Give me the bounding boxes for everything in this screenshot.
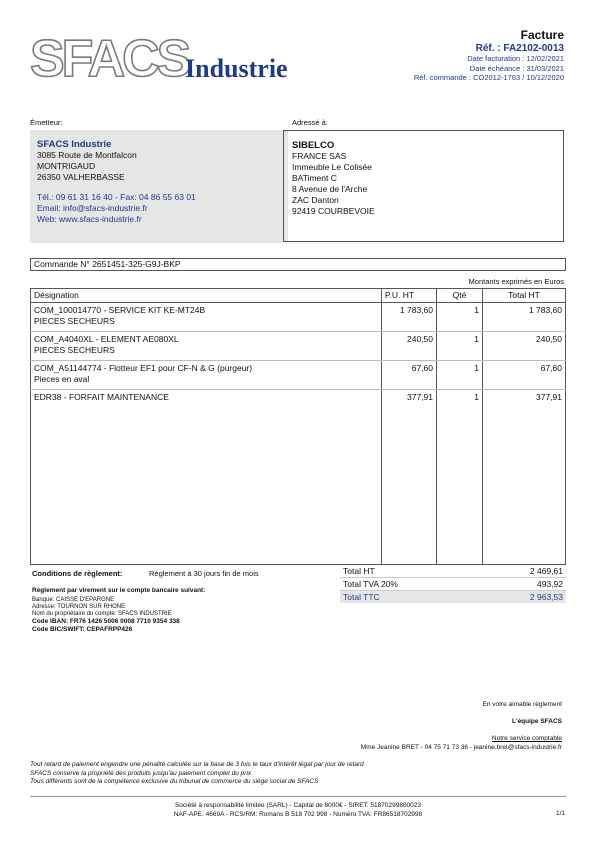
total-tva-row — [340, 578, 566, 591]
total-ht-row — [340, 565, 566, 578]
destinataire-line-6: 92419 COURBEVOIE — [292, 206, 375, 216]
footer-line-2: NAF-APE: 4669A - RCS/RM: Romans B 518 702 998 - Numéro TVA: FR86518702998 — [173, 811, 423, 818]
destinataire-name: SIBELCO — [292, 140, 335, 151]
total-ht-label: Total HT — [343, 566, 375, 576]
row-total: 67,60 — [483, 361, 566, 390]
row-total: 1 783,60 — [483, 303, 566, 332]
row-subtitle: PIECES SECHEURS — [34, 316, 115, 326]
invoice-title: Facture — [520, 28, 564, 42]
total-ttc-value: 2 963,53 — [529, 592, 563, 602]
col-designation: Désignation — [31, 289, 382, 303]
row-designation: COM_A51144774 - Flotteur EF1 pour CF-N & G (purgeur) — [34, 363, 253, 373]
col-total: Total HT — [483, 289, 566, 303]
table-row — [31, 390, 566, 565]
row-pu: 240,50 — [381, 332, 436, 361]
row-qte: 1 — [437, 390, 483, 565]
emetteur-box — [30, 130, 288, 243]
row-designation: COM_100014770 - SERVICE KIT KE-MT24B — [34, 305, 206, 315]
virement-adresse: Adresse: TOURNON SUR RHONE — [32, 604, 126, 610]
closing-line-2: L'équipe SFACS — [512, 718, 562, 725]
row-designation: COM_A4040XL - ELEMENT AE080XL — [34, 334, 179, 344]
destinataire-label: Adressé à: — [292, 118, 328, 127]
emetteur-tel: Tél.: 09 61 31 16 40 - Fax: 04 86 55 63 01 — [37, 192, 196, 202]
row-pu: 67,60 — [381, 361, 436, 390]
total-tva-label: Total TVA 20% — [343, 579, 398, 589]
footer-line-1: Société à responsabilité limitée (SARL) - Capital de 8000€ - SIRET: 51870299800023 — [174, 802, 422, 809]
row-subtitle: PIECES SECHEURS — [34, 345, 115, 355]
table-row — [31, 361, 566, 390]
col-qte: Qté — [437, 289, 483, 303]
row-pu: 1 783,60 — [381, 303, 436, 332]
virement-block — [32, 587, 205, 634]
ref-commande: Réf. commande : CO2012-1763 / 10/12/2020 — [413, 73, 564, 82]
virement-bic: Code BIC/SWIFT: CEPAFRPP426 — [32, 626, 133, 633]
logo-sfacs: SFACS — [30, 30, 189, 88]
destinataire-line-3: BATiment C — [292, 173, 337, 183]
invoice-header — [414, 28, 564, 83]
virement-iban: Code IBAN: FR76 1426 5006 0008 7710 9354 338 — [32, 618, 180, 625]
legal-notes — [30, 761, 364, 787]
emetteur-web[interactable]: Web: www.sfacs-industrie.fr — [37, 214, 142, 224]
row-pu: 377,91 — [381, 390, 436, 565]
emetteur-address-3: 26350 VALHERBASSE — [37, 172, 125, 182]
table-header — [31, 289, 566, 303]
closing-contact: Mme Jeanine BRET - 04 75 71 73 36 - jeanine.bret@sfacs-industrie.fr — [360, 744, 562, 751]
conditions-value: Règlement à 30 jours fin de mois — [149, 569, 259, 578]
conditions-label: Conditions de règlement: — [32, 569, 123, 578]
total-ht-value: 2 469,61 — [529, 566, 563, 576]
logo-industrie: Industrie — [185, 54, 288, 83]
row-qte: 1 — [437, 332, 483, 361]
virement-banque: Banque: CAISSE D'EPARGNE — [32, 597, 115, 603]
items-table — [30, 288, 566, 565]
destinataire-line-5: ZAC Danton — [292, 195, 339, 205]
emetteur-name: SFACS Industrie — [37, 139, 112, 150]
destinataire-line-2: Immeuble Le Colisée — [292, 162, 372, 172]
virement-title: Règlement par virement sur le compte bancaire suivant: — [32, 587, 206, 594]
destinataire-line-1: FRANCE SAS — [292, 151, 347, 161]
row-total: 377,91 — [483, 390, 566, 565]
date-echeance: Date échéance : 31/03/2021 — [469, 63, 564, 73]
row-qte: 1 — [437, 303, 483, 332]
table-row — [31, 332, 566, 361]
commande-number: Commande N° 2651451-325-G9J-BKP — [30, 258, 566, 271]
row-designation: EDR38 - FORFAIT MAINTENANCE — [34, 392, 169, 402]
row-subtitle: Pieces en aval — [34, 374, 90, 384]
totals-block — [340, 565, 566, 603]
legal-line-2: SFACS conserve la propriété des produits jusqu'au paiement complet du prix — [30, 769, 252, 777]
date-facturation: Date facturation : 12/02/2021 — [467, 54, 564, 63]
footer-divider — [30, 796, 566, 797]
destinataire-box — [283, 130, 564, 242]
legal-line-3: Tous différents sont de la compétence exclusive du tribunal de commerce du siège social de SFACS — [30, 778, 319, 785]
virement-proprietaire: Nom du propriétaire du compte: SFACS INDUSTRIE — [32, 611, 172, 617]
emetteur-email[interactable]: Email: info@sfacs-industrie.fr — [37, 203, 148, 213]
invoice-ref: Réf. : FA2102-0013 — [475, 43, 564, 54]
footer — [30, 801, 566, 819]
closing-line-1: En votre aimable règlement — [482, 701, 562, 708]
destinataire-line-4: 8 Avenue de l'Arche — [292, 184, 368, 194]
table-row — [31, 303, 566, 332]
page-number: 1/1 — [555, 810, 565, 817]
emetteur-address-2: MONTRIGAUD — [37, 161, 96, 171]
total-tva-value: 493,92 — [537, 579, 563, 589]
emetteur-label: Émetteur: — [30, 118, 63, 127]
closing-line-3: Notre service comptable — [491, 735, 562, 742]
legal-line-1: Tout retard de paiement engendre une pénalité calculée sur la base de 3 fois le taux d'intérêt légal par jour de retard — [30, 761, 364, 768]
row-qte: 1 — [437, 361, 483, 390]
total-ttc-label: Total TTC — [343, 592, 380, 602]
row-total: 240,50 — [483, 332, 566, 361]
conditions-reglement — [32, 569, 259, 578]
total-ttc-row — [340, 591, 566, 603]
col-pu: P.U. HT — [381, 289, 436, 303]
montants-note: Montants exprimés en Euros — [468, 277, 564, 286]
emetteur-address-1: 3085 Route de Montfalcon — [37, 150, 137, 160]
